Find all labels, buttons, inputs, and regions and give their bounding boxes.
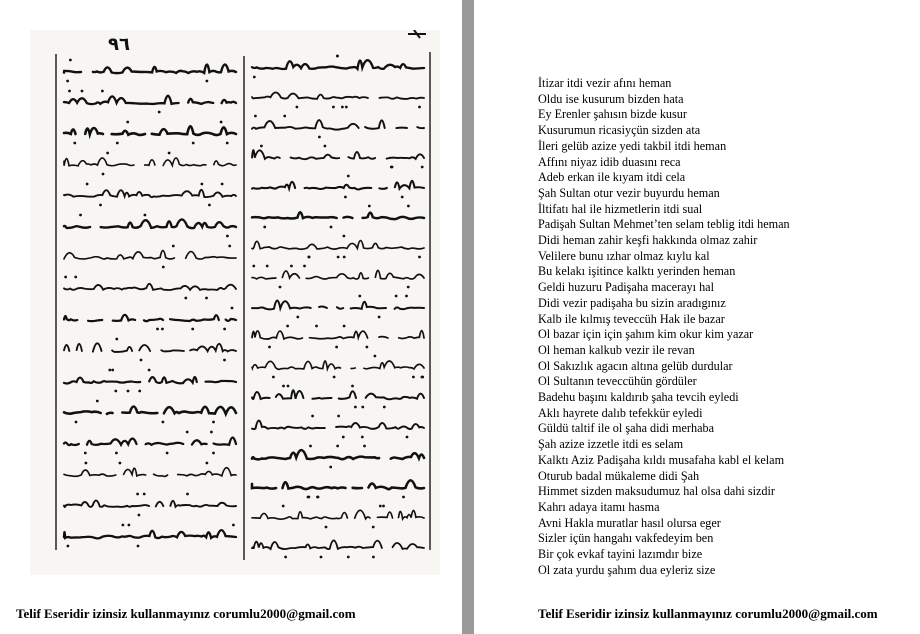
transcription-text [538, 76, 790, 579]
transcription-line: Oturub badal mükaleme didi Şah [538, 468, 700, 483]
transcription-line: Kalb ile kılmış teveccüh Hak ile bazar [538, 311, 725, 326]
transcription-line: İtizar itdi vezir afını heman [538, 76, 672, 90]
transcription-line: Ol Sakızlık agacın altına gelüb durdular [538, 358, 733, 373]
transcription-line: Badehu başını kaldırıb şaha tevcih eyledi [538, 390, 739, 405]
transcription-line: Adeb erkan ile kıyam itdi cela [538, 170, 686, 185]
transcription-line: İleri gelüb azize yedi takbil itdi heman [538, 138, 727, 153]
transcription-line: Güldü taltif ile ol şaha didi merhaba [538, 421, 714, 436]
transcription-line: Bu kelakı işitince kalktı yerinden heman [538, 264, 736, 279]
transcription-line: Ol zata yurdu şahım dua eyleriz size [538, 562, 716, 577]
transcription-line: Velilere bunu ızhar olmaz kıylu kal [538, 248, 710, 263]
transcription-line: Avni Hakla muratlar hasıl olursa eger [538, 515, 721, 530]
transcription-line: Ol heman kalkub vezir ile revan [538, 342, 695, 357]
transcription-line: Şah Sultan otur vezir buyurdu heman [538, 185, 720, 200]
transcription-line: Padişah Sultan Mehmet’ten selam teblig itdi heman [538, 217, 790, 232]
transcription-page [474, 0, 920, 634]
manuscript-page-number: ٩٦ [108, 34, 130, 55]
transcription-line: Ol Sultanın teveccühün gördüler [538, 374, 697, 389]
transcription-line: Sizler içün hangahı vakfedeyim ben [538, 531, 714, 546]
transcription-line: Didi heman zahir keşfi hakkında olmaz zahir [538, 233, 758, 248]
right-copyright-footer: Telif Eseridir izinsiz kullanmayınız corumlu2000@gmail.com [538, 606, 878, 621]
transcription-line: Şah azize izzetle itdi es selam [538, 437, 684, 452]
transcription-line: İltifatı hal ile hizmetlerin itdi sual [538, 201, 703, 216]
transcription-line: Affını niyaz idib duasını reca [538, 154, 681, 169]
manuscript-scan [30, 30, 440, 575]
left-copyright-footer: Telif Eseridir izinsiz kullanmayınız corumlu2000@gmail.com [16, 606, 356, 621]
handwritten-manuscript-image [30, 30, 440, 575]
transcription-line: Ol bazar için için şahım kim okur kim yazar [538, 327, 754, 342]
transcription-line: Oldu ise kusurum bizden hata [538, 91, 684, 106]
page-divider [462, 0, 474, 634]
transcription-line: Geldi huzuru Padişaha macerayı hal [538, 280, 714, 295]
transcription-line: Aklı hayrete dalıb tefekkür eyledi [538, 405, 703, 420]
transcription-line: Himmet sizden maksudumuz hal olsa dahi sizdir [538, 484, 775, 499]
transcription-line: Bir çok evkaf tayini lazımdır bize [538, 547, 703, 562]
transcription-line: Kalktı Aziz Padişaha kıldı musafaha kabl el kelam [538, 452, 785, 467]
transcription-line: Kusurumun ricasiyçün sizden ata [538, 123, 701, 138]
transcription-line: Didi vezir padişaha bu sizin aradıgınız [538, 295, 726, 310]
transcription-line: Ey Erenler şahısın bizde kusur [538, 107, 687, 122]
transcription-line: Kahrı adaya itamı hasma [538, 499, 660, 514]
